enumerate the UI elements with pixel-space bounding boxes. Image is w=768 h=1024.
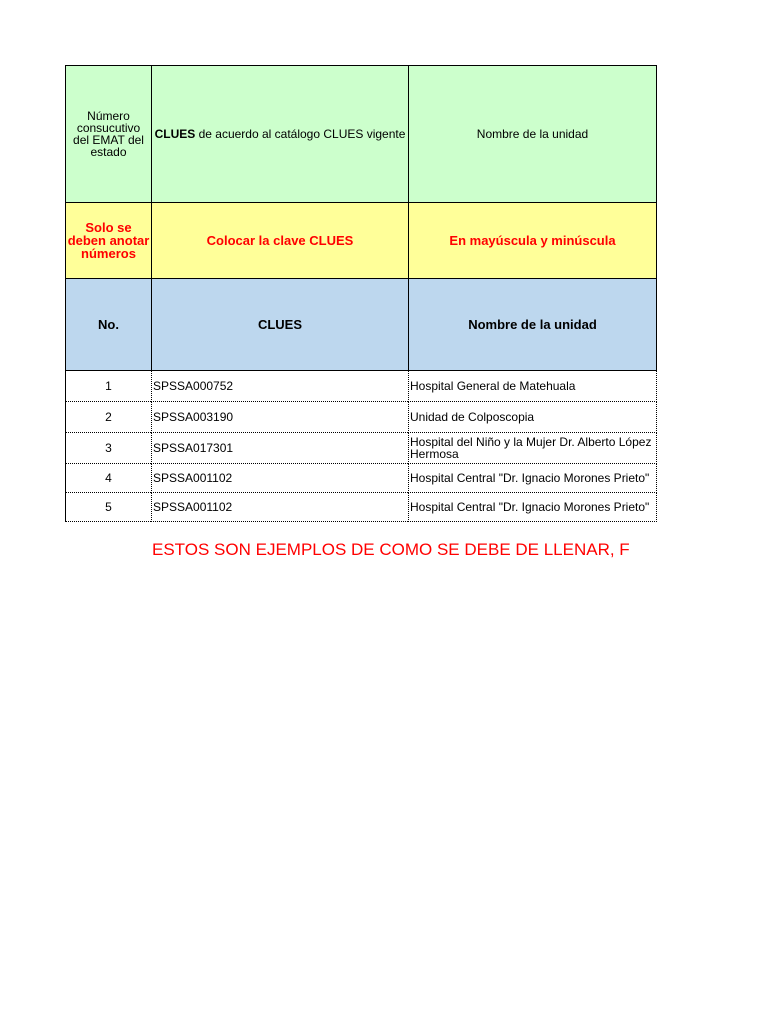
table-row[interactable] xyxy=(65,493,657,522)
instruction-header-row xyxy=(65,203,657,279)
instruction-numero-cell: Solo se deben anotar números xyxy=(65,203,151,279)
instruction-clues-cell: Colocar la clave CLUES xyxy=(151,203,408,279)
row-nombre-cell[interactable]: Unidad de Colposcopia xyxy=(408,402,657,433)
header-clues-bold: CLUES xyxy=(154,127,196,141)
instruction-nombre-cell: En mayúscula y minúscula xyxy=(408,203,657,279)
table-row[interactable] xyxy=(65,433,657,464)
column-header-clues: CLUES xyxy=(151,279,408,371)
example-note: ESTOS SON EJEMPLOS DE COMO SE DEBE DE LLENAR, F xyxy=(152,540,630,559)
header-numero-cell: Número consucutivo del EMAT del estado xyxy=(65,65,151,203)
row-nombre-cell[interactable]: Hospital Central "Dr. Ignacio Morones Prieto" xyxy=(408,464,657,493)
row-number-cell[interactable]: 3 xyxy=(65,433,151,464)
column-header-nombre: Nombre de la unidad xyxy=(408,279,657,371)
header-clues-cell xyxy=(151,65,408,203)
row-number-cell[interactable]: 1 xyxy=(65,371,151,402)
row-clues-cell[interactable]: SPSSA000752 xyxy=(151,371,408,402)
row-clues-cell[interactable]: SPSSA017301 xyxy=(151,433,408,464)
column-header-row xyxy=(65,279,657,371)
table-row[interactable] xyxy=(65,371,657,402)
row-number-cell[interactable]: 2 xyxy=(65,402,151,433)
row-number-cell[interactable]: 4 xyxy=(65,464,151,493)
header-clues-rest: de acuerdo al catálogo CLUES vigente xyxy=(195,127,406,141)
column-header-no: No. xyxy=(65,279,151,371)
row-clues-cell[interactable]: SPSSA001102 xyxy=(151,464,408,493)
spreadsheet-table xyxy=(65,65,657,522)
row-clues-cell[interactable]: SPSSA001102 xyxy=(151,493,408,522)
row-nombre-cell[interactable]: Hospital General de Matehuala xyxy=(408,371,657,402)
row-nombre-cell[interactable]: Hospital del Niño y la Mujer Dr. Alberto López Hermosa xyxy=(408,433,657,464)
row-number-cell[interactable]: 5 xyxy=(65,493,151,522)
description-header-row xyxy=(65,65,657,203)
header-nombre-cell: Nombre de la unidad xyxy=(408,65,657,203)
table-row[interactable] xyxy=(65,464,657,493)
table-row[interactable] xyxy=(65,402,657,433)
row-nombre-cell[interactable]: Hospital Central "Dr. Ignacio Morones Prieto" xyxy=(408,493,657,522)
row-clues-cell[interactable]: SPSSA003190 xyxy=(151,402,408,433)
